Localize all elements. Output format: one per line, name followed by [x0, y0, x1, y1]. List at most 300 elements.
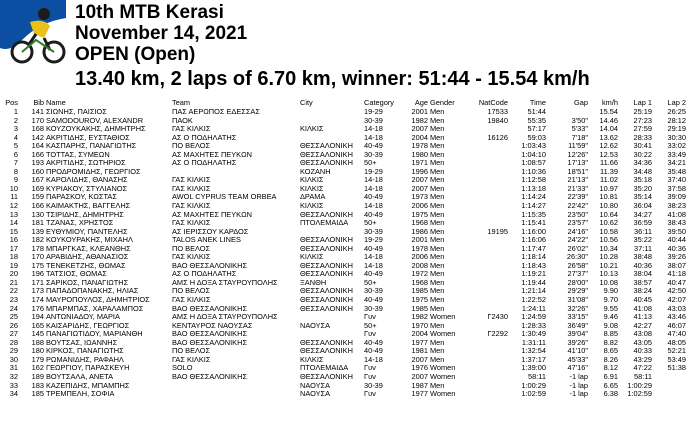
cell-gap: 23'57" — [567, 219, 588, 228]
cell-bib: 173 — [31, 287, 44, 296]
cell-bib: 196 — [31, 270, 44, 279]
cell-natcode — [467, 202, 509, 211]
cell-natcode — [467, 125, 509, 134]
cell-lap1: 36:11 — [634, 227, 652, 236]
cell-bib: 194 — [31, 313, 44, 322]
table-row — [1, 134, 687, 143]
column-header-lap1: Lap 1 — [633, 98, 652, 107]
cell-natcode — [467, 287, 509, 296]
cell-speed: 9.46 — [603, 313, 618, 322]
cell-category: 14-18 — [364, 176, 383, 185]
cell-age: 1996 — [411, 167, 428, 176]
cell-city: ΘΕΣΣΑΛΟΝΙΚΗ — [300, 159, 353, 168]
cell-age: 1978 — [411, 244, 428, 253]
cell-gap: 47'16" — [567, 364, 588, 373]
cell-team: ΓΑΣ ΚΙΛΚΙΣ — [172, 184, 211, 193]
cell-gap: 27'37" — [567, 270, 588, 279]
cell-city: ΔΡΑΜΑ — [300, 193, 326, 202]
cell-gap: 41'10" — [567, 347, 588, 356]
cell-lap2: 30:30 — [667, 133, 686, 142]
cell-bib: 168 — [31, 125, 44, 134]
cell-natcode — [467, 151, 509, 160]
cell-pos: 9 — [13, 176, 18, 185]
cell-age: 1973 — [411, 193, 428, 202]
cell-lap1: 40:45 — [633, 296, 652, 305]
cell-bib: 170 — [31, 253, 44, 262]
cell-team: ΓΑΣ ΚΙΛΚΙΣ — [172, 125, 211, 134]
cell-time: 1:24:59 — [521, 313, 546, 322]
cell-speed: 6.91 — [603, 372, 618, 381]
event-date: November 14, 2021 — [75, 23, 248, 44]
cell-speed: 12.62 — [599, 142, 618, 151]
cell-pos: 8 — [13, 167, 18, 176]
cell-team: ΠΟ ΒΕΛΟΣ — [172, 244, 211, 253]
cell-bib: 169 — [31, 184, 44, 193]
cell-gap: 11'59" — [568, 142, 588, 151]
cell-gender: Men — [430, 338, 445, 347]
column-header-gap: Gap — [574, 98, 588, 107]
table-body — [1, 108, 687, 399]
cell-speed: 10.58 — [599, 227, 618, 236]
cell-gap — [547, 108, 589, 117]
race-summary: 13.40 km, 2 laps of 6.70 km, winner: 51:44 - 15.54 km/h — [75, 68, 590, 90]
cell-time: 1:31:11 — [521, 338, 546, 347]
cell-lap1: 40:36 — [633, 261, 652, 270]
cell-natcode — [467, 185, 509, 194]
cell-age: 2007 — [411, 355, 428, 364]
cell-bib: 159 — [31, 193, 44, 202]
cell-team: AWOL CYPRUS TEAM ORBEA — [172, 193, 277, 202]
cell-city: ΘΕΣΣΑΛΟΝΙΚΗ — [300, 372, 353, 381]
cell-name: ΑΚΡΙΤΙΔΗΣ, ΣΩΤΗΡΙΟΣ — [46, 159, 126, 168]
cell-category: 30-39 — [364, 381, 383, 390]
column-header-bib: Bib — [33, 98, 44, 107]
race-category: OPEN (Open) — [75, 44, 196, 65]
cell-bib: 160 — [31, 167, 44, 176]
cell-natcode — [467, 245, 509, 254]
cell-bib: 178 — [31, 244, 44, 253]
cell-team: ΠΑΣ ΑΕΡΩΠΟΣ ΕΔΕΣΣΑΣ — [172, 108, 260, 116]
cell-category: 40-49 — [364, 142, 383, 151]
table-row — [1, 382, 687, 391]
cell-speed: 9.70 — [603, 296, 618, 305]
cell-lap1: 38:57 — [633, 278, 652, 287]
table-row — [1, 262, 687, 271]
cell-lap1: 1:00:29 — [627, 381, 652, 390]
table-row — [1, 356, 687, 365]
cell-lap2: 51:38 — [667, 364, 686, 373]
cell-age: 1977 — [411, 390, 428, 399]
cell-time: 1:00:29 — [521, 381, 546, 390]
cell-name: ΜΑΥΡΟΠΟΥΛΟΣ, ΔΗΜΗΤΡΙΟΣ — [46, 296, 150, 305]
cell-gap: 5'33" — [571, 125, 588, 134]
cell-city — [299, 313, 363, 322]
cell-team: ΑΣ ΙΕΡΙΣΣΟΥ ΚΑΡΔΟΣ — [172, 227, 249, 236]
cell-speed: 10.64 — [599, 210, 618, 219]
cell-team — [171, 168, 299, 177]
cell-team: ΓΑΣ ΚΙΛΚΙΣ — [172, 355, 211, 364]
cell-natcode — [467, 193, 509, 202]
cell-bib: 181 — [31, 219, 44, 228]
cell-team: SOLO — [172, 364, 193, 373]
cell-bib: 165 — [31, 321, 44, 330]
cell-pos: 18 — [9, 253, 18, 262]
cell-natcode — [467, 236, 509, 245]
cell-name: ΤΣΙΡΙΔΗΣ, ΔΗΜΗΤΡΗΣ — [46, 210, 124, 219]
cell-speed: 9.08 — [603, 321, 618, 330]
cell-lap1: 35:20 — [633, 184, 652, 193]
table-row — [1, 270, 687, 279]
table-row — [1, 142, 687, 151]
cell-name: SAMODOUROV, ALEXANDR — [46, 116, 144, 125]
cell-time: 1:04:10 — [521, 150, 546, 159]
cell-lap2: 28:12 — [667, 116, 686, 125]
cell-name: ΜΠΑΡΓΚΑΣ, ΚΛΕΑΝΘΗΣ — [46, 244, 131, 253]
cell-name: ΑΡΑΒΙΔΗΣ, ΑΘΑΝΑΣΙΟΣ — [46, 253, 129, 262]
cell-speed: 10.13 — [599, 270, 618, 279]
cell-lap2: 38:07 — [667, 261, 686, 270]
cell-pos: 25 — [9, 313, 18, 322]
cell-category: Γυν — [364, 372, 376, 381]
cell-gender: Men — [430, 167, 445, 176]
cell-pos: 17 — [9, 244, 18, 253]
cell-pos: 21 — [9, 278, 18, 287]
cell-natcode — [467, 270, 509, 279]
cell-gap: 12'26" — [567, 150, 588, 159]
cell-lap2: 35:48 — [667, 167, 686, 176]
cell-speed: 10.81 — [599, 193, 618, 202]
cell-city: ΘΕΣΣΑΛΟΝΙΚΗ — [300, 244, 353, 253]
cell-team: ΒΑΟ ΘΕΣΣΑΛΟΝΙΚΗΣ — [172, 304, 248, 313]
cell-bib: 162 — [31, 364, 44, 373]
cell-category: 14-18 — [364, 202, 383, 211]
cell-gender: Men — [430, 210, 445, 219]
cell-lap1: 35:14 — [633, 193, 652, 202]
cell-natcode: Γ2292 — [487, 330, 508, 339]
cell-time: 58:11 — [528, 372, 546, 381]
cell-team: ΠΟ ΒΕΛΟΣ — [172, 287, 211, 296]
column-header-natcode: NatCode — [478, 98, 508, 107]
cell-gender: Men — [430, 253, 445, 262]
cell-name: ΓΕΩΡΓΙΟΥ, ΠΑΡΑΣΚΕΥΗ — [46, 364, 130, 373]
cell-speed: 10.56 — [599, 236, 618, 245]
cell-age: 2004 — [411, 133, 428, 142]
table-row — [1, 245, 687, 254]
cell-city: ΘΕΣΣΑΛΟΝΙΚΗ — [300, 236, 353, 245]
cell-pos: 4 — [13, 133, 18, 142]
table-row — [1, 168, 687, 177]
cell-lap2: 34:21 — [667, 159, 686, 168]
cell-natcode — [467, 253, 509, 262]
table-row — [1, 287, 687, 296]
cell-age: 2007 — [411, 176, 428, 185]
cell-bib: 180 — [31, 347, 44, 356]
cell-city — [299, 117, 363, 126]
cell-pos: 31 — [9, 364, 18, 373]
cell-lap2: 47:40 — [667, 330, 686, 339]
cell-pos: 22 — [9, 287, 18, 296]
cell-gender: Men — [430, 321, 445, 330]
table-row — [1, 193, 687, 202]
cell-gap: 17'13" — [567, 159, 588, 168]
cell-lap1: 35:18 — [633, 176, 652, 185]
cell-age: 1977 — [411, 338, 428, 347]
cell-lap1: 36:04 — [633, 202, 652, 211]
cell-category: 40-49 — [364, 296, 383, 305]
cell-team: ΓΑΣ ΚΙΛΚΙΣ — [172, 219, 211, 228]
cell-name: ΚΥΡΙΑΚΟΥ, ΣΤΥΛΙΑΝΟΣ — [46, 184, 128, 193]
cell-category: 40-49 — [364, 338, 383, 347]
cell-bib: 189 — [31, 372, 44, 381]
cell-lap2 — [653, 390, 687, 399]
cell-gap: 26'02" — [567, 244, 588, 253]
cell-gender: Men — [430, 261, 445, 270]
cell-name: ΚΟΥΖΟΥΚΑΚΗΣ, ΔΗΜΗΤΡΗΣ — [46, 125, 146, 134]
cell-name: ΒΟΥΤΣΑΣ, ΙΩΑΝΝΗΣ — [46, 338, 118, 347]
table-row — [1, 364, 687, 373]
table-row — [1, 185, 687, 194]
cell-bib: 182 — [31, 236, 44, 245]
cell-gender: Men — [430, 381, 445, 390]
cell-lap2 — [653, 382, 687, 391]
cell-gap: 45'33" — [567, 355, 588, 364]
cell-natcode: 19195 — [487, 227, 508, 236]
cell-category: 30-39 — [364, 287, 383, 296]
cell-time: 1:15:41 — [521, 219, 546, 228]
cell-natcode — [467, 219, 509, 228]
cell-team: ΑΣ ΜΑΧΗΤΕΣ ΠΕΥΚΩΝ — [172, 150, 252, 159]
cell-lap2: 38:43 — [667, 219, 686, 228]
cell-gap: 32'26" — [567, 304, 588, 313]
cell-time: 1:18:43 — [521, 261, 546, 270]
table-row — [1, 125, 687, 134]
cell-pos: 20 — [9, 270, 18, 279]
cell-gender: Men — [430, 244, 445, 253]
cell-city: ΚΙΛΚΙΣ — [300, 125, 324, 134]
cell-name: ΡΩΜΑΝΙΔΗΣ, ΡΑΦΑΗΛ — [46, 355, 124, 364]
cell-name: ΤΕΝΕΚΕΤΖΗΣ, ΘΩΜΑΣ — [46, 261, 126, 270]
cell-category: 40-49 — [364, 210, 383, 219]
cell-name: ΤΑΤΣΙΟΣ, ΘΩΜΑΣ — [46, 270, 107, 279]
cell-city: ΘΕΣΣΑΛΟΝΙΚΗ — [300, 210, 353, 219]
cell-time: 1:03:43 — [521, 142, 546, 151]
cell-age: 2006 — [411, 202, 428, 211]
table-row — [1, 330, 687, 339]
cell-speed: 14.46 — [599, 116, 618, 125]
cell-category: 14-18 — [364, 253, 383, 262]
cell-gender: Men — [430, 150, 445, 159]
table-row — [1, 236, 687, 245]
cell-team: ΑΣ Ο ΠΟΔΗΛΑΤΗΣ — [172, 270, 237, 279]
cell-city: ΠΤΟΛΕΜΑΙΔΑ — [300, 219, 349, 228]
cell-speed: 10.62 — [599, 219, 618, 228]
cell-bib: 174 — [31, 296, 44, 305]
cell-gender: Men — [430, 355, 445, 364]
cell-lap2: 43:46 — [667, 313, 686, 322]
cell-gap: 22'42" — [567, 202, 588, 211]
cell-category: 19-29 — [364, 236, 383, 245]
cell-name: ΤΖΑΝΑΣ, ΧΡΗΣΤΟΣ — [46, 219, 114, 228]
cell-name: ΚΟΥΚΟΥΡΑΚΗΣ, ΜΙΧΑΗΛ — [46, 236, 133, 245]
column-header-category: Category — [364, 98, 394, 107]
cell-category: 40-49 — [364, 347, 383, 356]
cell-team — [171, 382, 299, 391]
cell-team: ΠΟ ΒΕΛΟΣ — [172, 142, 211, 151]
cell-city: ΚΙΛΚΙΣ — [300, 253, 324, 262]
cell-name: ΤΡΕΜΠΕΛΗ, ΣΟΦΙΑ — [46, 390, 115, 399]
cell-pos: 1 — [13, 108, 18, 116]
results-table — [1, 98, 687, 399]
cell-team: ΓΑΣ ΚΙΛΚΙΣ — [172, 202, 211, 211]
cell-gap: 36'49" — [567, 321, 588, 330]
cell-time: 1:16:00 — [521, 227, 546, 236]
cell-pos: 28 — [9, 338, 18, 347]
cell-speed: 12.53 — [599, 150, 618, 159]
table-row — [1, 228, 687, 237]
cell-pos: 33 — [9, 381, 18, 390]
cell-gender: Women — [430, 364, 456, 373]
cell-lap2: 43:03 — [667, 304, 686, 313]
cell-pos: 26 — [9, 321, 18, 330]
cell-speed: 10.34 — [599, 244, 618, 253]
cell-category: 50+ — [364, 219, 377, 228]
cell-gender: Women — [430, 330, 456, 339]
cell-name: ΚΑΙΣΑΡΙΔΗΣ, ΓΕΩΡΓΙΟΣ — [46, 321, 130, 330]
cell-age: 1976 — [411, 364, 428, 373]
table-row — [1, 117, 687, 126]
cell-gap: 21'13" — [567, 176, 588, 185]
cell-name: ΒΟΥΤΣΑΛΑ, ΑΝΕΤΑ — [46, 372, 114, 381]
cell-gap: 31'08" — [567, 296, 588, 305]
cell-age: 2007 — [411, 372, 428, 381]
cell-category: 30-39 — [364, 150, 383, 159]
cell-name: ΑΝΤΩΝΙΑΔΟΥ, ΜΑΡΙΑ — [46, 313, 120, 322]
cell-natcode — [467, 339, 509, 348]
cell-gender: Men — [430, 227, 445, 236]
cell-bib: 188 — [31, 338, 44, 347]
cell-time: 1:10:36 — [521, 167, 546, 176]
cell-city: ΘΕΣΣΑΛΟΝΙΚΗ — [300, 261, 353, 270]
cell-city: ΚΙΛΚΙΣ — [300, 355, 324, 364]
cell-bib: 167 — [31, 176, 44, 185]
cell-gap: 23'50" — [567, 210, 588, 219]
cell-city: ΚΟΖΑΝΗ — [300, 167, 331, 176]
cell-team: ΑΣ ΜΑΧΗΤΕΣ ΠΕΥΚΩΝ — [172, 210, 252, 219]
cell-lap2: 42:50 — [667, 287, 686, 296]
cell-bib: 175 — [31, 261, 44, 270]
cell-natcode: 16126 — [487, 133, 508, 142]
cell-speed: 14.04 — [599, 125, 618, 134]
cell-category: 40-49 — [364, 244, 383, 253]
cell-lap1: 35:22 — [633, 236, 652, 245]
cell-pos: 29 — [9, 347, 18, 356]
cell-speed: 6.38 — [603, 390, 618, 399]
cell-time: 1:32:54 — [521, 347, 546, 356]
cell-pos: 7 — [13, 159, 18, 168]
cell-gap: 7'18" — [571, 133, 588, 142]
cell-lap2: 29:19 — [667, 125, 686, 134]
cell-city: ΘΕΣΣΑΛΟΝΙΚΗ — [300, 287, 353, 296]
cell-age: 1971 — [411, 159, 428, 168]
cell-lap2: 48:05 — [667, 338, 686, 347]
cell-lap1: 34:48 — [633, 167, 652, 176]
cell-gap: 26'58" — [567, 261, 588, 270]
cell-city: ΘΕΣΣΑΛΟΝΙΚΗ — [300, 270, 353, 279]
cell-pos: 14 — [9, 219, 18, 228]
cell-speed: 8.82 — [603, 338, 618, 347]
cell-category: 14-18 — [364, 184, 383, 193]
cell-gap: 29'29" — [567, 287, 588, 296]
cell-natcode — [467, 176, 509, 185]
cell-speed: 10.80 — [599, 202, 618, 211]
table-row — [1, 253, 687, 262]
cell-city: ΝΑΟΥΣΑ — [300, 381, 331, 390]
cell-name: ΠΡΟΔΡΟΜΙΔΗΣ, ΓΕΩΡΓΙΟΣ — [46, 167, 141, 176]
cell-city — [299, 228, 363, 237]
cell-natcode — [467, 356, 509, 365]
cell-time: 1:14:24 — [521, 193, 546, 202]
cell-team: ΠΑΟΚ — [172, 116, 193, 125]
cell-pos: 24 — [9, 304, 18, 313]
cell-city: ΝΑΟΥΣΑ — [300, 390, 331, 399]
cell-lap2: 53:49 — [667, 355, 686, 364]
cell-natcode — [467, 168, 509, 177]
cell-lap1: 27:23 — [633, 116, 652, 125]
cell-time: 1:19:21 — [521, 270, 546, 279]
cell-lap1: 34:36 — [633, 159, 652, 168]
cell-gender: Men — [430, 278, 445, 287]
cell-bib: 139 — [31, 227, 44, 236]
table-row — [1, 279, 687, 288]
cell-time: 1:24:11 — [521, 304, 546, 313]
cell-speed: 15.54 — [599, 108, 618, 116]
column-header-name: Name — [46, 98, 66, 107]
cell-speed: 9.90 — [603, 287, 618, 296]
cell-team: ΠΟ ΒΕΛΟΣ — [172, 347, 211, 356]
cell-city: ΚΙΛΚΙΣ — [300, 202, 324, 211]
cell-pos: 30 — [9, 355, 18, 364]
cell-city — [299, 134, 363, 143]
cell-team: TALOS ANEK LINES — [172, 236, 241, 245]
cell-city: ΘΕΣΣΑΛΟΝΙΚΗ — [300, 338, 353, 347]
table-row — [1, 322, 687, 331]
cell-name: ΚΑΙΜΑΚΤΗΣ, ΒΑΓΓΕΛΗΣ — [46, 202, 131, 211]
cell-gender: Men — [430, 108, 445, 116]
cell-age: 1985 — [411, 304, 428, 313]
cell-gap: 22'39" — [567, 193, 588, 202]
cell-time: 1:19:44 — [521, 278, 546, 287]
cell-age: 2006 — [411, 253, 428, 262]
cell-lap2: 37:40 — [667, 176, 686, 185]
cell-team: ΑΣ Ο ΠΟΔΗΛΑΤΗΣ — [172, 133, 237, 142]
cell-bib: 130 — [31, 210, 44, 219]
cell-pos: 2 — [13, 116, 18, 125]
cell-team: ΒΑΟ ΘΕΣΣΑΛΟΝΙΚΗΣ — [172, 338, 248, 347]
cell-category: 50+ — [364, 159, 377, 168]
cell-lap2: 40:47 — [667, 278, 686, 287]
cell-lap1: 43:29 — [633, 355, 652, 364]
cell-category: 14-18 — [364, 261, 383, 270]
results-header — [0, 0, 700, 92]
cell-lap1: 41:08 — [633, 304, 652, 313]
cell-age: 1981 — [411, 347, 428, 356]
cell-time: 1:30:49 — [521, 330, 546, 339]
cell-age: 2001 — [411, 236, 428, 245]
table-row — [1, 390, 687, 399]
cell-natcode — [467, 279, 509, 288]
cell-natcode — [467, 347, 509, 356]
cell-category: 30-39 — [364, 116, 383, 125]
